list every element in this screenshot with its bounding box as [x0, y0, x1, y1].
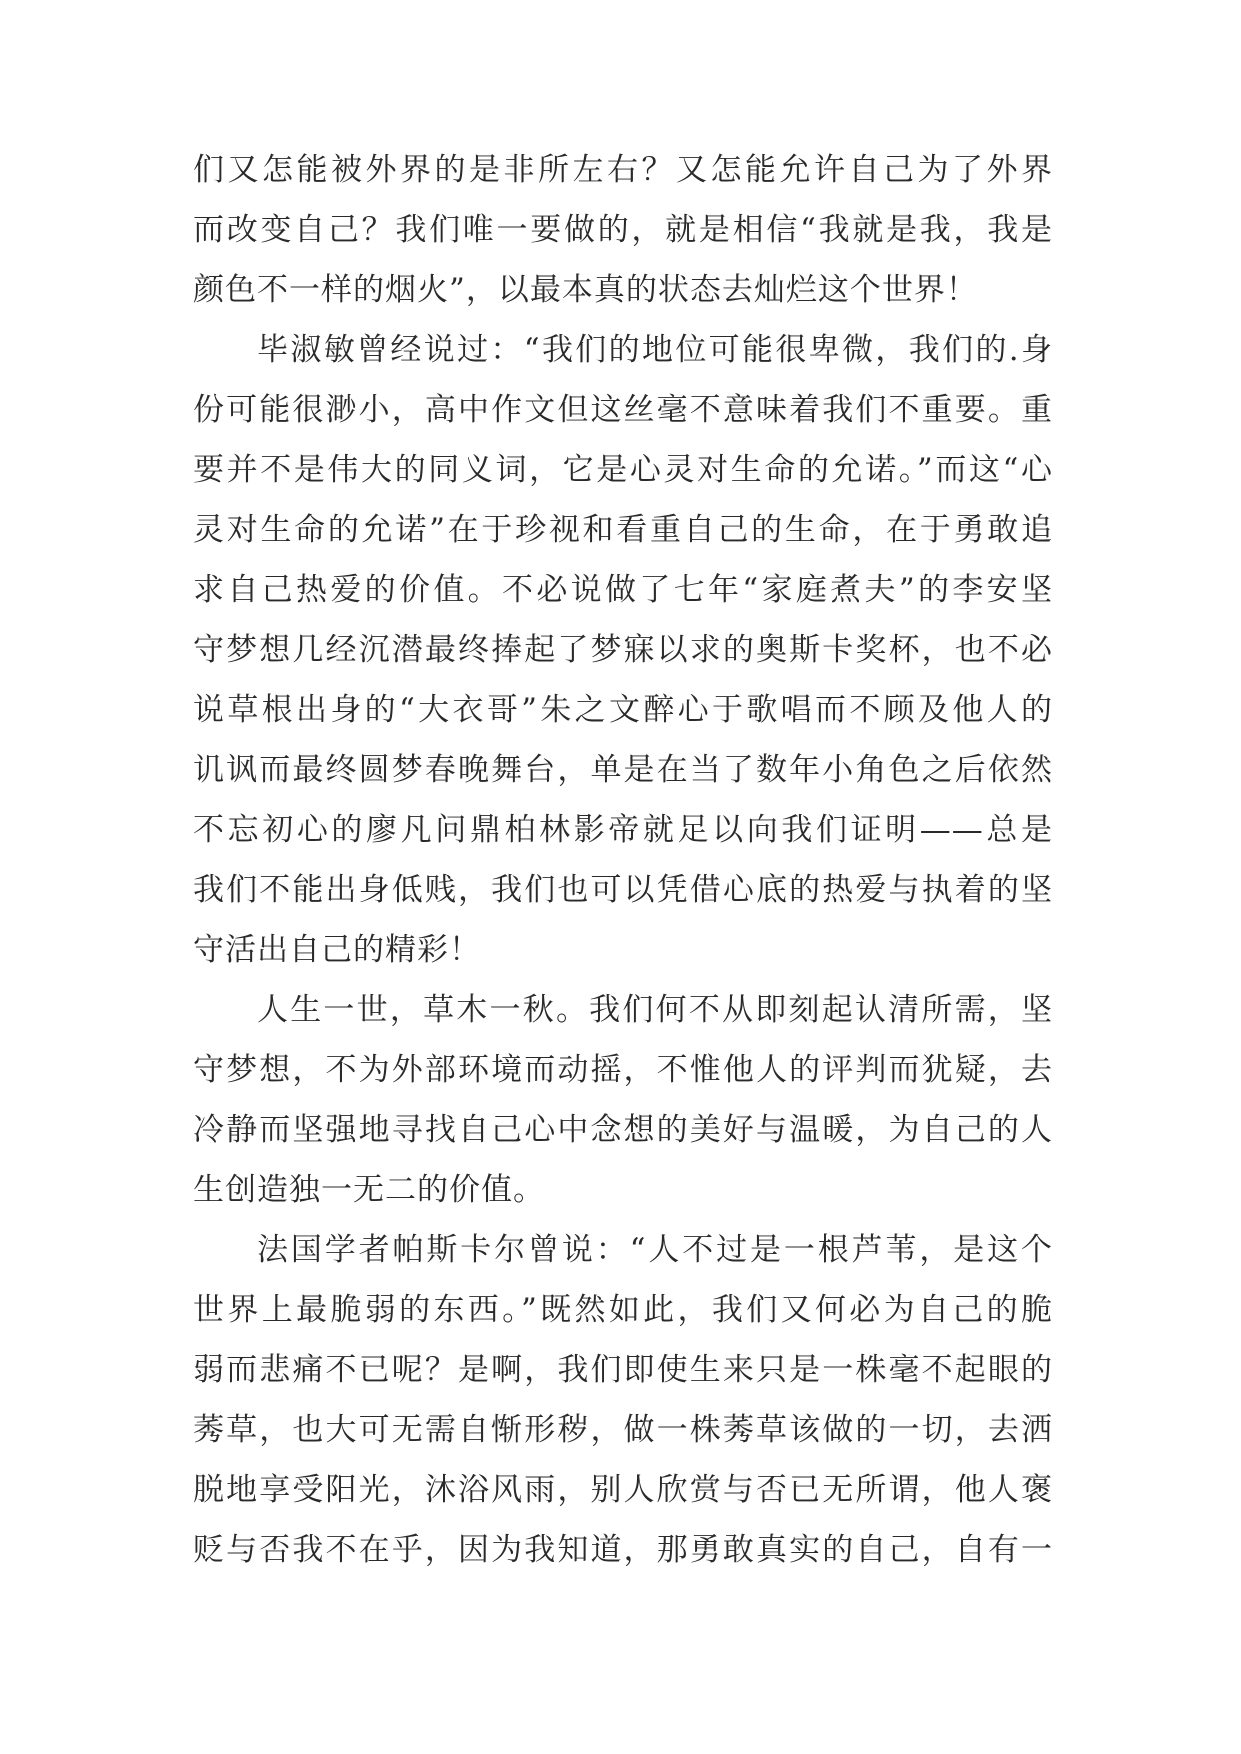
text-line: 而改变自己？我们唯一要做的，就是相信“我就是我，我是: [193, 212, 1053, 248]
text-line: 不忘初心的廖凡问鼎柏林影帝就足以向我们证明——总是: [193, 812, 1053, 848]
text-line: 世界上最脆弱的东西。”既然如此，我们又何必为自己的脆: [193, 1292, 1053, 1328]
text-line: 莠草，也大可无需自惭形秽，做一株莠草该做的一切，去洒: [193, 1412, 1053, 1448]
text-line: 颜色不一样的烟火”，以最本真的状态去灿烂这个世界！: [193, 272, 978, 308]
text-line: 人生一世，草木一秋。我们何不从即刻起认清所需，坚: [257, 992, 1053, 1028]
text-line: 我们不能出身低贱，我们也可以凭借心底的热爱与执着的坚: [193, 872, 1053, 908]
text-line: 法国学者帕斯卡尔曾说：“人不过是一根芦苇，是这个: [257, 1232, 1053, 1268]
text-line: 们又怎能被外界的是非所左右？又怎能允许自己为了外界: [193, 152, 1053, 188]
text-line: 生创造独一无二的价值。: [193, 1172, 545, 1208]
text-line: 讥讽而最终圆梦春晚舞台，单是在当了数年小角色之后依然: [193, 752, 1053, 788]
text-line: 份可能很渺小，高中作文但这丝毫不意味着我们不重要。重: [193, 392, 1053, 428]
text-line: 冷静而坚强地寻找自己心中念想的美好与温暖，为自己的人: [193, 1112, 1053, 1148]
text-line: 守活出自己的精彩！: [193, 932, 481, 968]
text-line: 求自己热爱的价值。不必说做了七年“家庭煮夫”的李安坚: [193, 572, 1053, 608]
text-line: 守梦想几经沉潜最终捧起了梦寐以求的奥斯卡奖杯，也不必: [193, 632, 1053, 668]
text-line: 说草根出身的“大衣哥”朱之文醉心于歌唱而不顾及他人的: [193, 692, 1053, 728]
text-line: 灵对生命的允诺”在于珍视和看重自己的生命，在于勇敢追: [193, 512, 1053, 548]
text-line: 毕淑敏曾经说过：“我们的地位可能很卑微，我们的.身: [257, 332, 1053, 368]
text-line: 要并不是伟大的同义词，它是心灵对生命的允诺。”而这“心: [193, 452, 1053, 488]
text-line: 脱地享受阳光，沐浴风雨，别人欣赏与否已无所谓，他人褒: [193, 1472, 1053, 1508]
paragraph-3: [193, 980, 1053, 1220]
paragraph-2: [193, 320, 1053, 980]
paragraph-4: [193, 1220, 1053, 1580]
text-line: 守梦想，不为外部环境而动摇，不惟他人的评判而犹疑，去: [193, 1052, 1053, 1088]
document-page: [193, 140, 1053, 1580]
text-line: 贬与否我不在乎，因为我知道，那勇敢真实的自己，自有一: [193, 1532, 1053, 1568]
text-line: 弱而悲痛不已呢？是啊，我们即使生来只是一株毫不起眼的: [193, 1352, 1053, 1388]
paragraph-1: [193, 140, 1053, 320]
